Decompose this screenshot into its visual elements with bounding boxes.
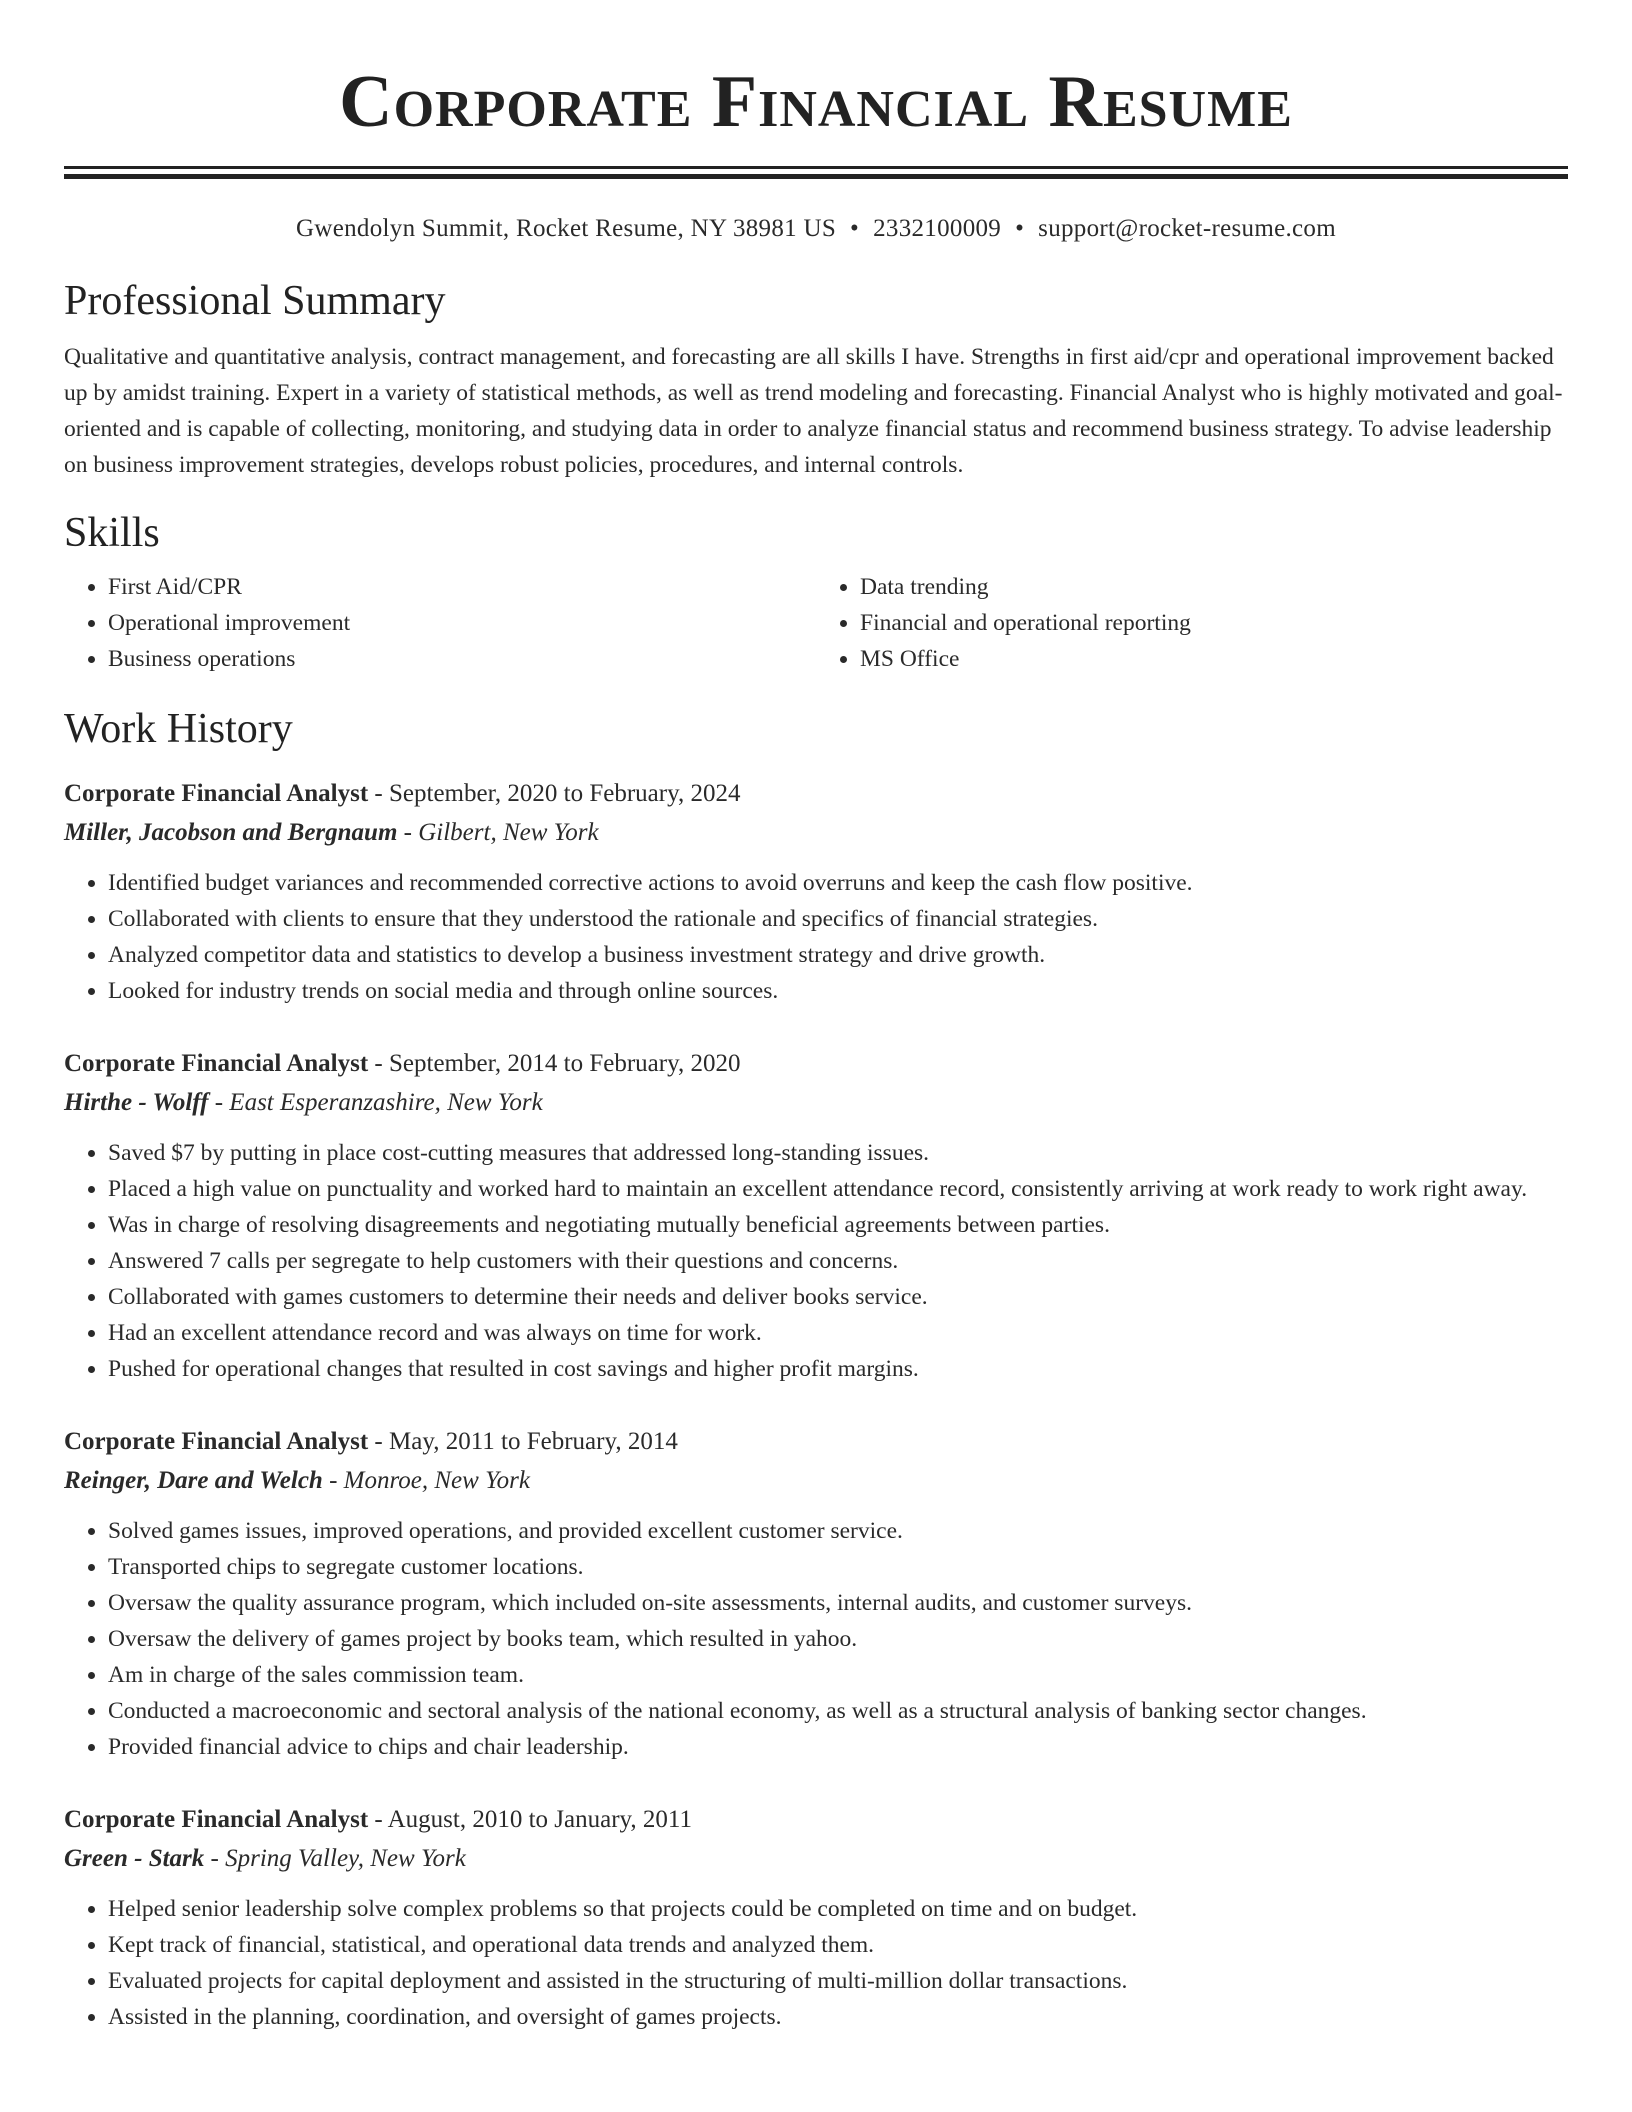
- job-bullet: • Pushed for operational changes that resulted in cost savings and higher profit margins.: [108, 1351, 1568, 1387]
- company-line: [64, 813, 1568, 853]
- job-bullet: • Had an excellent attendance record and was always on time for work.: [108, 1315, 1568, 1351]
- job-bullet: • Was in charge of resolving disagreements and negotiating mutually beneficial agreements between parties.: [108, 1207, 1568, 1243]
- summary-text: Qualitative and quantitative analysis, contract management, and forecasting are all skills I have. Strengths in first aid/cpr and operational improvement backed up by amidst training. Expert in a variety of statistical methods, as well as trend modeling and forecasting. Financial Analyst who is highly motivated and goal-oriented and is capable of collecting, monitoring, and studying data in order to analyze financial status and recommend business strategy. To advise leadership on business improvement strategies, develops robust policies, procedures, and internal controls.: [64, 344, 1563, 478]
- company-location: - Gilbert, New York: [397, 819, 599, 846]
- company-name: Reinger, Dare and Welch: [64, 1467, 323, 1494]
- summary-heading: Professional Summary: [64, 278, 446, 324]
- job-bullet: • Oversaw the delivery of games project by books team, which resulted in yahoo.: [108, 1621, 1568, 1657]
- company-name: Hirthe - Wolff: [64, 1089, 209, 1116]
- company-line: [64, 1839, 1568, 1879]
- skills-column-right: [816, 569, 1568, 677]
- company-name: Green - Stark: [64, 1845, 205, 1872]
- contact-phone: 2332100009: [873, 215, 1002, 242]
- job-dates: - May, 2011 to February, 2014: [368, 1428, 678, 1455]
- title-rule-bottom: [64, 174, 1568, 179]
- job-entry: [64, 1801, 1568, 2035]
- contact-email: support@rocket-resume.com: [1038, 215, 1336, 242]
- contact-separator: •: [850, 215, 860, 242]
- company-location: - Spring Valley, New York: [204, 1845, 466, 1872]
- skills-heading: Skills: [64, 510, 160, 556]
- job-title-line: [64, 1423, 1568, 1461]
- company-name: Miller, Jacobson and Bergnaum: [64, 819, 398, 846]
- job-entry: [64, 775, 1568, 1009]
- job-bullet: • Collaborated with games customers to determine their needs and deliver books service.: [108, 1279, 1568, 1315]
- company-location: - Monroe, New York: [322, 1467, 531, 1494]
- job-title-line: [64, 775, 1568, 813]
- company-line: [64, 1461, 1568, 1501]
- job-bullet: • Oversaw the quality assurance program, which included on-site assessments, internal audits, and customer surveys.: [108, 1585, 1568, 1621]
- contact-line: [64, 213, 1568, 245]
- job-title: Corporate Financial Analyst: [64, 780, 369, 807]
- skills-list: [64, 569, 1568, 677]
- job-bullet: • Conducted a macroeconomic and sectoral analysis of the national economy, as well as a structural analysis of banking sector changes.: [108, 1693, 1568, 1729]
- job-dates: - September, 2020 to February, 2024: [368, 780, 741, 807]
- job-dates: - September, 2014 to February, 2020: [368, 1050, 741, 1077]
- job-bullet: • Identified budget variances and recommended corrective actions to avoid overruns and keep the cash flow positive.: [108, 865, 1568, 901]
- job-entry: [64, 1423, 1568, 1765]
- job-bullet: • Evaluated projects for capital deployment and assisted in the structuring of multi-million dollar transactions.: [108, 1963, 1568, 1999]
- job-dates: - August, 2010 to January, 2011: [368, 1806, 692, 1833]
- skill-item: • Data trending: [860, 569, 1568, 605]
- skill-item: • First Aid/CPR: [108, 569, 816, 605]
- job-bullet: • Kept track of financial, statistical, and operational data trends and analyzed them.: [108, 1927, 1568, 1963]
- company-location: - East Esperanzashire, New York: [208, 1089, 543, 1116]
- job-bullet: • Analyzed competitor data and statistics to develop a business investment strategy and drive growth.: [108, 937, 1568, 973]
- skill-item: • Financial and operational reporting: [860, 605, 1568, 641]
- job-bullet: • Collaborated with clients to ensure that they understood the rationale and specifics of financial strategies.: [108, 901, 1568, 937]
- job-title-line: [64, 1801, 1568, 1839]
- job-title-line: [64, 1045, 1568, 1083]
- job-bullets: [64, 865, 1568, 1009]
- skill-item: • Operational improvement: [108, 605, 816, 641]
- title-rule-top: [64, 166, 1568, 169]
- job-title: Corporate Financial Analyst: [64, 1806, 369, 1833]
- job-bullets: [64, 1891, 1568, 2035]
- job-bullet: • Am in charge of the sales commission team.: [108, 1657, 1568, 1693]
- job-bullet: • Transported chips to segregate customer locations.: [108, 1549, 1568, 1585]
- company-line: [64, 1083, 1568, 1123]
- skill-item: • MS Office: [860, 641, 1568, 677]
- job-bullet: • Provided financial advice to chips and chair leadership.: [108, 1729, 1568, 1765]
- job-bullets: [64, 1513, 1568, 1765]
- job-bullet: • Helped senior leadership solve complex problems so that projects could be completed on time and on budget.: [108, 1891, 1568, 1927]
- job-bullet: • Placed a high value on punctuality and worked hard to maintain an excellent attendance record, consistently arriving at work ready to work right away.: [108, 1171, 1568, 1207]
- contact-address: Gwendolyn Summit, Rocket Resume, NY 38981 US: [296, 215, 837, 242]
- skills-column-left: [64, 569, 816, 677]
- job-title: Corporate Financial Analyst: [64, 1428, 369, 1455]
- job-bullet: • Solved games issues, improved operations, and provided excellent customer service.: [108, 1513, 1568, 1549]
- job-bullets: [64, 1135, 1568, 1387]
- skill-item: • Business operations: [108, 641, 816, 677]
- job-bullet: • Assisted in the planning, coordination, and oversight of games projects.: [108, 1999, 1568, 2035]
- job-entry: [64, 1045, 1568, 1387]
- job-bullet: • Answered 7 calls per segregate to help customers with their questions and concerns.: [108, 1243, 1568, 1279]
- job-bullet: • Looked for industry trends on social media and through online sources.: [108, 973, 1568, 1009]
- job-bullet: • Saved $7 by putting in place cost-cutting measures that addressed long-standing issues.: [108, 1135, 1568, 1171]
- job-title: Corporate Financial Analyst: [64, 1050, 369, 1077]
- resume-title: Corporate Financial Resume: [339, 61, 1293, 143]
- work-history-heading: Work History: [64, 706, 293, 752]
- contact-separator: •: [1015, 215, 1025, 242]
